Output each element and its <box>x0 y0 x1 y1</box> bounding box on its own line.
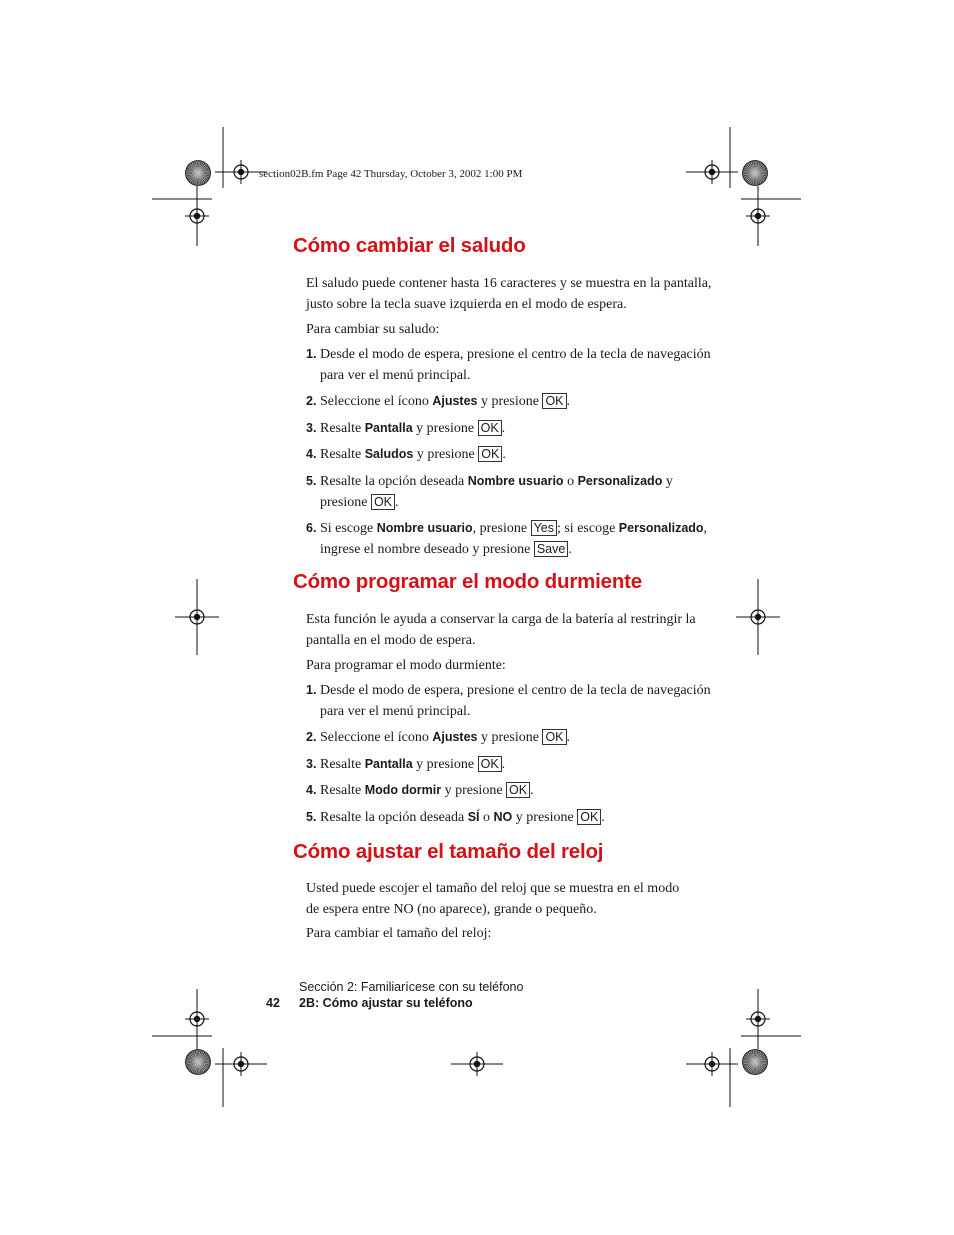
lead-modo-durmiente: Para programar el modo durmiente: <box>306 658 506 673</box>
step-run: . <box>566 730 570 745</box>
step-run: y <box>662 474 673 489</box>
step-run: presione <box>320 495 371 510</box>
step-run: y presione <box>512 810 578 825</box>
menu-term: Saludos <box>364 447 414 461</box>
step <box>306 344 711 386</box>
step-text <box>320 391 706 412</box>
step-text <box>320 807 706 828</box>
step-run: Seleccione el ícono <box>320 394 433 409</box>
softkey-label: OK <box>542 729 566 745</box>
intro-line: Usted puede escojer el tamaño del reloj que se muestra en el modo <box>306 881 680 896</box>
heading-cambiar-saludo: Cómo cambiar el saludo <box>293 234 526 257</box>
step-run: o <box>563 474 578 489</box>
menu-term: NO <box>493 810 513 824</box>
menu-term: Ajustes <box>432 394 478 408</box>
step-run: . <box>501 757 506 772</box>
registration-dot <box>238 1061 244 1067</box>
step-text <box>320 444 706 465</box>
intro-cambiar-saludo <box>306 273 712 315</box>
step-run: Resalte <box>320 757 365 772</box>
step-run: ; si escoge <box>556 521 619 536</box>
step-run: Resalte <box>320 783 365 798</box>
menu-term: SÍ <box>467 810 480 824</box>
step-text <box>320 518 706 560</box>
softkey-label: OK <box>478 420 502 436</box>
step-run: . <box>530 783 534 798</box>
step-run: para ver el menú principal. <box>320 704 471 719</box>
step-run: Resalte la opción deseada <box>320 810 468 825</box>
intro-line: justo sobre la tecla suave izquierda en el modo de espera. <box>306 297 627 312</box>
step-number: 4. <box>306 783 317 797</box>
intro-line: de espera entre NO (no aparece), grande o pequeño. <box>306 902 597 917</box>
step-text <box>320 727 706 748</box>
heading-modo-durmiente: Cómo programar el modo durmiente <box>293 570 642 593</box>
step-line <box>320 754 706 775</box>
step-run: Resalte <box>320 447 365 462</box>
step <box>306 754 706 775</box>
registration-dot <box>709 1061 715 1067</box>
step-number: 5. <box>306 474 317 488</box>
step-line <box>320 391 706 412</box>
step-run: ingrese el nombre deseado y presione <box>320 542 534 557</box>
step-text <box>320 780 706 801</box>
step-line <box>320 492 706 513</box>
step <box>306 727 706 748</box>
intro-line: El saludo puede contener hasta 16 caracteres y se muestra en la pantalla, <box>306 276 712 291</box>
step-run: Desde el modo de espera, presione el centro de la tecla de navegación <box>320 683 711 698</box>
softkey-label: OK <box>542 393 566 409</box>
step <box>306 780 706 801</box>
softkey-label: Save <box>534 541 569 557</box>
step <box>306 807 706 828</box>
step-line <box>320 727 706 748</box>
step-number: 3. <box>306 421 317 435</box>
step-run: . <box>395 495 399 510</box>
softkey-label: Yes <box>531 520 557 536</box>
intro-line: pantalla en el modo de espera. <box>306 633 476 648</box>
step <box>306 518 706 560</box>
intro-line: Esta función le ayuda a conservar la carga de la batería al restringir la <box>306 612 696 627</box>
step-run: o <box>479 810 494 825</box>
lead-tamano-reloj: Para cambiar el tamaño del reloj: <box>306 926 492 941</box>
step-number: 3. <box>306 757 317 771</box>
step-run: y presione <box>441 783 507 798</box>
page-number: 42 <box>266 996 280 1010</box>
step <box>306 391 706 412</box>
step-run: . <box>566 394 570 409</box>
step-line <box>320 807 706 828</box>
step-number: 1. <box>306 347 317 361</box>
registration-dot <box>238 169 244 175</box>
softkey-label: OK <box>478 756 502 772</box>
step-run: y presione <box>412 757 478 772</box>
step-line <box>320 418 706 439</box>
lead-cambiar-saludo: Para cambiar su saludo: <box>306 322 440 337</box>
step-text <box>320 680 711 722</box>
step <box>306 418 706 439</box>
step-text <box>320 344 711 386</box>
menu-term: Pantalla <box>364 757 413 771</box>
step-text <box>320 471 706 513</box>
step-run: . <box>568 542 572 557</box>
step-number: 5. <box>306 810 317 824</box>
step-run: y presione <box>412 421 478 436</box>
step-run: Resalte la opción deseada <box>320 474 468 489</box>
menu-term: Pantalla <box>364 421 413 435</box>
registration-dot <box>755 614 761 620</box>
step-line <box>320 444 706 465</box>
step-run: y presione <box>477 394 543 409</box>
step-run: Seleccione el ícono <box>320 730 433 745</box>
step-run: y presione <box>413 447 479 462</box>
step-number: 1. <box>306 683 317 697</box>
step-line <box>320 680 711 701</box>
registration-dot <box>709 169 715 175</box>
registration-dot <box>755 213 761 219</box>
registration-dot <box>474 1061 480 1067</box>
step-run: , presione <box>472 521 531 536</box>
softkey-label: OK <box>371 494 395 510</box>
registration-dot <box>194 614 200 620</box>
footer-chapter-line: 2B: Cómo ajustar su teléfono <box>299 996 473 1010</box>
step-text <box>320 418 706 439</box>
step-line <box>320 780 706 801</box>
intro-tamano-reloj <box>306 878 696 920</box>
menu-term: Nombre usuario <box>467 474 564 488</box>
menu-term: Personalizado <box>618 521 704 535</box>
registration-dot <box>755 1016 761 1022</box>
footer-section-line: Sección 2: Familiarícese con su teléfono <box>299 980 524 994</box>
step-line <box>320 365 706 386</box>
step-number: 6. <box>306 521 317 535</box>
step-line <box>320 344 711 365</box>
step-line <box>320 701 706 722</box>
step-run: Si escoge <box>320 521 377 536</box>
softkey-label: OK <box>577 809 601 825</box>
softkey-label: OK <box>478 446 502 462</box>
step-run: y presione <box>477 730 543 745</box>
step-run: Desde el modo de espera, presione el centro de la tecla de navegación <box>320 347 711 362</box>
step-run: . <box>502 447 506 462</box>
step-line <box>320 471 706 492</box>
intro-modo-durmiente <box>306 609 696 651</box>
step-text <box>320 754 706 775</box>
registration-dot <box>194 1016 200 1022</box>
softkey-label: OK <box>506 782 530 798</box>
step-number: 2. <box>306 730 317 744</box>
menu-term: Personalizado <box>577 474 663 488</box>
step-run: para ver el menú principal. <box>320 368 471 383</box>
step-line <box>320 539 706 560</box>
step <box>306 444 706 465</box>
heading-tamano-reloj: Cómo ajustar el tamaño del reloj <box>293 840 604 863</box>
file-slug: section02B.fm Page 42 Thursday, October 3, 2002 1:00 PM <box>259 168 523 180</box>
registration-dot <box>194 213 200 219</box>
step-run: . <box>601 810 605 825</box>
step-line <box>320 518 706 539</box>
step-run: . <box>501 421 506 436</box>
step-run: Resalte <box>320 421 365 436</box>
step-number: 2. <box>306 394 317 408</box>
menu-term: Modo dormir <box>364 783 442 797</box>
step <box>306 471 706 513</box>
menu-term: Nombre usuario <box>376 521 473 535</box>
step <box>306 680 711 722</box>
step-run: , <box>703 521 708 536</box>
menu-term: Ajustes <box>432 730 478 744</box>
step-number: 4. <box>306 447 317 461</box>
